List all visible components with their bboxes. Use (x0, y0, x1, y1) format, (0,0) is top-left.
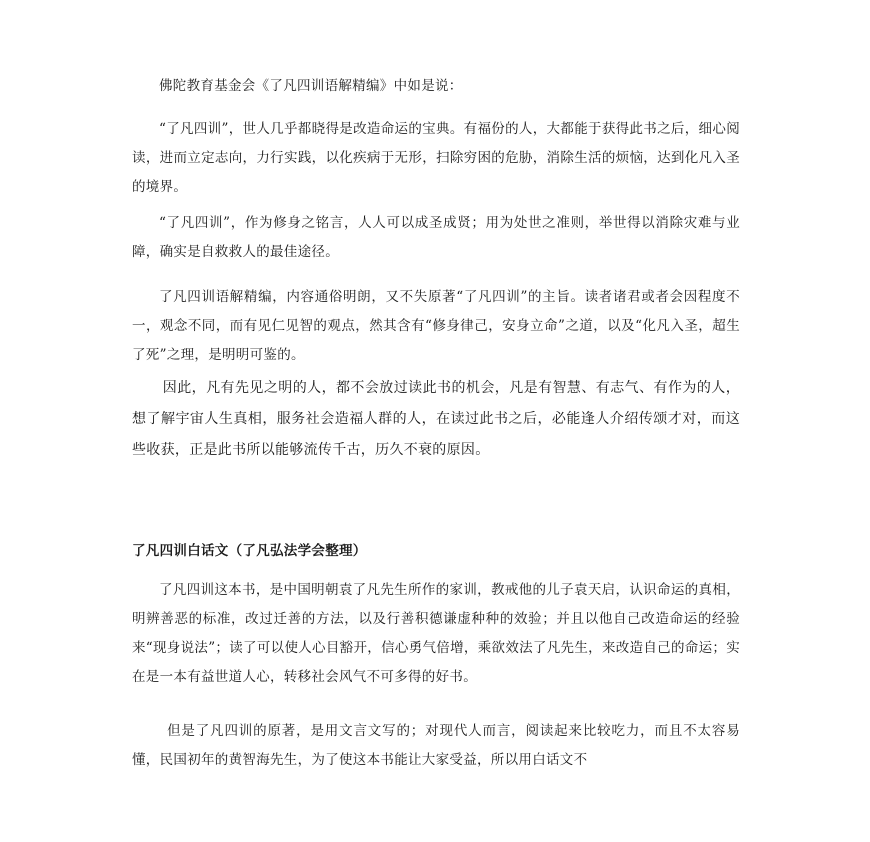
section-paragraph-2: 但是了凡四训的原著，是用文言文写的；对现代人而言，阅读起来比较吃力，而且不太容易懂，民国初年的黄智海先生，为了使这本书能让大家受益，所以用白话文不 (132, 723, 740, 768)
section-heading: 了凡四训白话文（了凡弘法学会整理） (132, 543, 367, 559)
document-page (132, 0, 740, 842)
intro-paragraph-1: 佛陀教育基金会《了凡四训语解精编》中如是说： (159, 78, 463, 94)
intro-paragraph-3: “了凡四训”，作为修身之铭言，人人可以成圣成贤；用为处世之准则，举世得以消除灾难与业障，确实是自救救人的最佳途径。 (132, 215, 740, 260)
intro-paragraph-2: “了凡四训”，世人几乎都晓得是改造命运的宝典。有福份的人，大都能于获得此书之后，细心阅读，进而立定志向，力行实践，以化疾病于无形，扫除穷困的危胁，消除生活的烦恼，达到化凡入圣的境界。 (132, 121, 740, 195)
intro-paragraph-5: 因此，凡有先见之明的人，都不会放过读此书的机会，凡是有智慧、有志气、有作为的人，想了解宇宙人生真相，服务社会造福人群的人，在读过此书之后，必能逢人介绍传颂才对，而这些收获，正是此书所以能够流传千古，历久不衰的原因。 (132, 380, 740, 458)
intro-paragraph-4: 了凡四训语解精编，内容通俗明朗，又不失原著“了凡四训”的主旨。读者诸君或者会因程度不一，观念不同，而有见仁见智的观点，然其含有“修身律己，安身立命”之道，以及“化凡入圣，超生了死”之理，是明明可鉴的。 (132, 289, 740, 363)
section-paragraph-1: 了凡四训这本书，是中国明朝袁了凡先生所作的家训，教戒他的儿子袁天启，认识命运的真相，明辨善恶的标准，改过迁善的方法，以及行善积德谦虚种种的效验；并且以他自己改造命运的经验来“现身说法”；读了可以使人心目豁开，信心勇气倍增，乘欲效法了凡先生，来改造自己的命运；实在是一本有益世道人心，转移社会风气不可多得的好书。 (132, 582, 740, 685)
